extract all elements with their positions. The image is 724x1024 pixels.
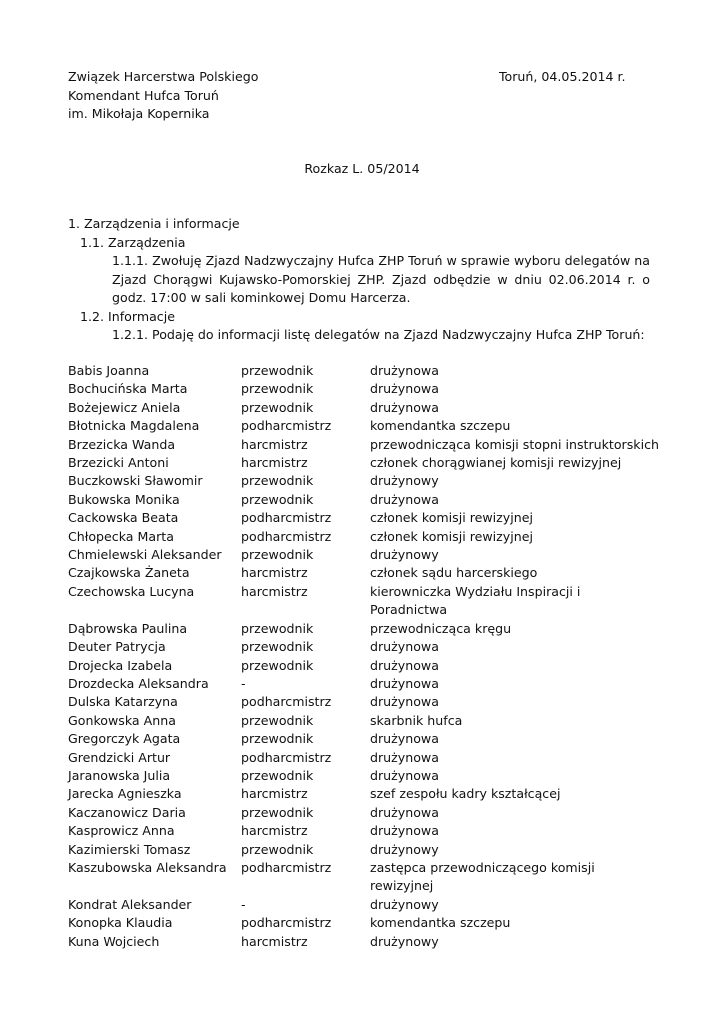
delegate-name: Chmielewski Aleksander xyxy=(68,547,222,563)
delegate-role: drużynowy xyxy=(370,896,439,912)
delegate-name: Bochucińska Marta xyxy=(68,381,188,397)
table-row xyxy=(68,859,660,896)
delegate-role: członek chorągwianej komisji rewizyjnej xyxy=(370,455,622,471)
table-row xyxy=(68,896,660,914)
org-name: Związek Harcerstwa Polskiego xyxy=(68,69,259,84)
delegate-role: komendantka szczepu xyxy=(370,418,511,434)
table-row xyxy=(68,417,660,435)
paragraph: 1.2.1. Podaję do informacji listę delegatów na Zjazd Nadzwyczajny Hufca ZHP Toruń: xyxy=(112,327,645,342)
delegate-rank: podharcmistrz xyxy=(241,694,332,710)
delegate-rank: przewodnik xyxy=(241,381,314,397)
delegate-name: Kondrat Aleksander xyxy=(68,896,192,912)
delegate-role: kierowniczka Wydziału Inspiracji i Poradnictwa xyxy=(370,583,581,618)
delegate-role: drużynowa xyxy=(370,381,439,397)
delegate-role: drużynowa xyxy=(370,657,439,673)
delegate-rank: harcmistrz xyxy=(241,823,308,839)
delegate-name: Kaczanowicz Daria xyxy=(68,804,186,820)
delegate-name: Deuter Patrycja xyxy=(68,639,166,655)
delegate-name: Jaranowska Julia xyxy=(68,767,171,783)
org-patron: im. Mikołaja Kopernika xyxy=(68,106,210,121)
delegate-rank: przewodnik xyxy=(241,363,314,378)
delegate-role: drużynowy xyxy=(370,933,439,949)
section-1 xyxy=(68,215,668,345)
delegate-role: drużynowy xyxy=(370,473,439,489)
delegate-name: Drozdecka Aleksandra xyxy=(68,675,209,691)
delegate-name: Jarecka Agnieszka xyxy=(68,786,182,802)
table-row xyxy=(68,841,660,859)
delegate-rank: podharcmistrz xyxy=(241,915,332,931)
delegate-name: Gregorczyk Agata xyxy=(68,731,181,747)
delegate-name: Buczkowski Sławomir xyxy=(68,473,203,489)
table-row xyxy=(68,693,660,711)
table-row xyxy=(68,730,660,748)
delegate-rank: - xyxy=(241,896,246,912)
delegate-name: Grendzicki Artur xyxy=(68,749,171,765)
table-row xyxy=(68,620,660,638)
org-unit: Komendant Hufca Toruń xyxy=(68,87,219,103)
delegate-role: drużynowa xyxy=(370,804,439,820)
delegate-name: Chłopecka Marta xyxy=(68,528,174,544)
delegate-rank: przewodnik xyxy=(241,804,314,820)
delegate-rank: harcmistrz xyxy=(241,436,308,452)
table-row xyxy=(68,675,660,693)
delegate-rank: przewodnik xyxy=(241,547,314,563)
delegate-name: Drojecka Izabela xyxy=(68,657,173,673)
delegate-rank: przewodnik xyxy=(241,491,314,507)
table-row xyxy=(68,546,660,564)
delegate-role: drużynowy xyxy=(370,841,439,857)
delegate-name: Bożejewicz Aniela xyxy=(68,399,181,415)
delegate-rank: harcmistrz xyxy=(241,786,308,802)
delegate-role: członek komisji rewizyjnej xyxy=(370,528,533,544)
delegate-role: skarbnik hufca xyxy=(370,712,463,728)
table-row xyxy=(68,454,660,472)
table-row xyxy=(68,749,660,767)
delegate-role: drużynowa xyxy=(370,694,439,710)
delegate-rank: przewodnik xyxy=(241,712,314,728)
table-row xyxy=(68,804,660,822)
delegate-name: Bukowska Monika xyxy=(68,491,180,507)
delegate-role: zastępca przewodniczącego komisji rewizyjnej xyxy=(370,859,595,894)
delegate-rank: podharcmistrz xyxy=(241,749,332,765)
delegate-role: drużynowa xyxy=(370,823,439,839)
delegate-name: Czechowska Lucyna xyxy=(68,583,195,599)
delegate-role: drużynowa xyxy=(370,675,439,691)
table-row xyxy=(68,380,660,398)
delegate-name: Cackowska Beata xyxy=(68,510,179,526)
delegate-role: drużynowa xyxy=(370,749,439,765)
delegate-role: szef zespołu kadry kształcącej xyxy=(370,786,561,802)
table-row xyxy=(68,914,660,932)
delegate-role: drużynowa xyxy=(370,731,439,747)
delegate-name: Gonkowska Anna xyxy=(68,712,176,728)
subsection-heading: 1.2. Informacje xyxy=(80,308,175,324)
delegate-name: Błotnicka Magdalena xyxy=(68,418,200,434)
table-row xyxy=(68,583,660,620)
delegate-name: Kazimierski Tomasz xyxy=(68,841,191,857)
delegate-role: przewodnicząca kręgu xyxy=(370,620,512,636)
delegate-role: drużynowa xyxy=(370,491,439,507)
table-row xyxy=(68,767,660,785)
delegate-name: Babis Joanna xyxy=(68,363,150,378)
delegate-rank: przewodnik xyxy=(241,620,314,636)
table-row xyxy=(68,436,660,454)
delegate-name: Brzezicka Wanda xyxy=(68,436,176,452)
delegate-rank: harcmistrz xyxy=(241,455,308,471)
delegate-name: Dąbrowska Paulina xyxy=(68,620,188,636)
delegate-rank: przewodnik xyxy=(241,639,314,655)
document-title: Rozkaz L. 05/2014 xyxy=(304,161,420,176)
delegate-name: Brzezicki Antoni xyxy=(68,455,169,471)
table-row xyxy=(68,362,660,380)
delegate-rank: podharcmistrz xyxy=(241,859,332,875)
delegate-rank: przewodnik xyxy=(241,731,314,747)
delegate-name: Kasprowicz Anna xyxy=(68,823,175,839)
table-row xyxy=(68,822,660,840)
delegate-role: drużynowa xyxy=(370,363,439,378)
organization-header xyxy=(68,68,258,124)
subsection-heading: 1.1. Zarządzenia xyxy=(80,234,186,250)
delegate-rank: harcmistrz xyxy=(241,933,308,949)
delegates-list xyxy=(68,362,660,951)
delegate-rank: podharcmistrz xyxy=(241,528,332,544)
delegate-rank: przewodnik xyxy=(241,841,314,857)
delegate-name: Kaszubowska Aleksandra xyxy=(68,859,227,875)
section-heading: 1. Zarządzenia i informacje xyxy=(68,216,240,231)
delegate-rank: przewodnik xyxy=(241,399,314,415)
delegate-role: przewodnicząca komisji stopni instruktorskich xyxy=(370,436,659,452)
table-row xyxy=(68,491,660,509)
delegate-rank: - xyxy=(241,675,246,691)
delegate-role: członek komisji rewizyjnej xyxy=(370,510,533,526)
table-row xyxy=(68,933,660,951)
delegate-name: Dulska Katarzyna xyxy=(68,694,178,710)
table-row xyxy=(68,472,660,490)
delegate-role: członek sądu harcerskiego xyxy=(370,565,538,581)
delegate-rank: podharcmistrz xyxy=(241,418,332,434)
delegate-rank: przewodnik xyxy=(241,473,314,489)
delegate-role: komendantka szczepu xyxy=(370,915,511,931)
delegate-role: drużynowa xyxy=(370,767,439,783)
table-row xyxy=(68,712,660,730)
delegate-rank: harcmistrz xyxy=(241,565,308,581)
delegate-role: drużynowy xyxy=(370,547,439,563)
table-row xyxy=(68,564,660,582)
table-row xyxy=(68,399,660,417)
delegate-name: Czajkowska Żaneta xyxy=(68,565,190,581)
delegate-role: drużynowa xyxy=(370,639,439,655)
table-row xyxy=(68,509,660,527)
delegate-rank: podharcmistrz xyxy=(241,510,332,526)
delegate-rank: harcmistrz xyxy=(241,583,308,599)
table-row xyxy=(68,785,660,803)
delegate-name: Kuna Wojciech xyxy=(68,933,160,949)
delegate-role: drużynowa xyxy=(370,399,439,415)
table-row xyxy=(68,528,660,546)
table-row xyxy=(68,638,660,656)
delegate-name: Konopka Klaudia xyxy=(68,915,173,931)
paragraph: 1.1.1. Zwołuję Zjazd Nadzwyczajny Hufca ZHP Toruń w sprawie wyboru delegatów na Zjazd Chorągwi Kujawsko-Pomorskiej ZHP. Zjazd odbędzie w dniu 02.06.2014 r. o godz. 17:00 w sali kominkowej Domu Harcerza. xyxy=(112,253,650,305)
delegate-rank: przewodnik xyxy=(241,767,314,783)
place-date: Toruń, 04.05.2014 r. xyxy=(499,69,626,84)
delegate-rank: przewodnik xyxy=(241,657,314,673)
table-row xyxy=(68,657,660,675)
